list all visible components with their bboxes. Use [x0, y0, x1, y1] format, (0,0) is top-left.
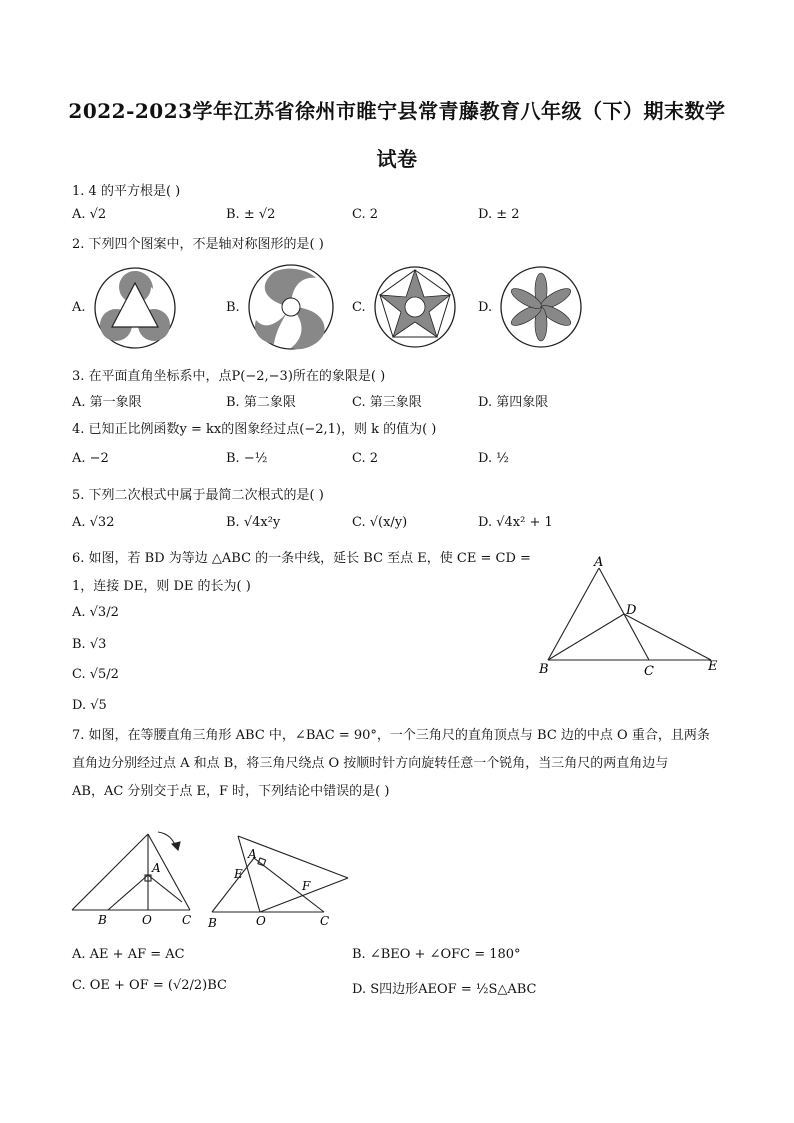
- q4-option-a[interactable]: A. −2: [72, 451, 109, 466]
- q2-figure-d: [498, 264, 584, 350]
- q6-label-b: B: [539, 662, 549, 677]
- q2-figure-a: [92, 265, 178, 351]
- q7-fig1-label-b: B: [98, 913, 107, 927]
- q2-option-c[interactable]: C.: [352, 300, 366, 315]
- paper-title-line2: 试卷: [376, 147, 418, 171]
- q6-triangle-figure: [530, 552, 730, 682]
- q7-figure-2: [204, 828, 356, 932]
- q5-option-d[interactable]: D. √4x² + 1: [478, 515, 553, 530]
- q7-option-c[interactable]: C. OE + OF = (√2/2)BC: [72, 978, 227, 993]
- q5-option-b[interactable]: B. √4x²y: [226, 515, 281, 530]
- q2-figure-c: [372, 264, 458, 350]
- q3-option-d[interactable]: D. 第四象限: [478, 395, 549, 410]
- q7-option-d[interactable]: D. S四边形AEOF = ½S△ABC: [352, 982, 537, 997]
- q6-stem-line2: 1，连接 DE，则 DE 的长为( ): [72, 579, 251, 594]
- q3-stem: 3. 在平面直角坐标系中，点P(−2,−3)所在的象限是( ): [72, 369, 386, 384]
- q4-option-b[interactable]: B. −½: [226, 451, 268, 466]
- q7-fig2-label-e: E: [234, 867, 243, 881]
- q1-option-d[interactable]: D. ± 2: [478, 207, 520, 222]
- q5-stem: 5. 下列二次根式中属于最简二次根式的是( ): [72, 488, 324, 503]
- q1-option-b[interactable]: B. ± √2: [226, 207, 276, 222]
- q1-option-a[interactable]: A. √2: [72, 207, 107, 222]
- q1-option-c[interactable]: C. 2: [352, 207, 379, 222]
- q7-option-a[interactable]: A. AE + AF = AC: [72, 947, 185, 962]
- q2-figure-b: [246, 262, 336, 352]
- q7-stem-line1: 7. 如图，在等腰直角三角形 ABC 中，∠BAC = 90°，一个三角尺的直角顶点与 BC 边的中点 O 重合，且两条: [72, 728, 710, 743]
- q6-label-c: C: [644, 664, 654, 679]
- q7-fig2-label-b: B: [208, 916, 217, 930]
- q7-fig2-label-a: A: [248, 847, 257, 861]
- q7-fig1-label-o: O: [142, 913, 152, 927]
- q7-option-b[interactable]: B. ∠BEO + ∠OFC = 180°: [352, 947, 521, 962]
- q6-option-b[interactable]: B. √3: [72, 637, 107, 652]
- q6-option-d[interactable]: D. √5: [72, 698, 107, 713]
- q2-option-b[interactable]: B.: [226, 300, 240, 315]
- q6-label-e: E: [708, 659, 718, 674]
- q7-fig2-label-o: O: [256, 914, 266, 928]
- q7-fig2-label-f: F: [302, 879, 311, 893]
- q5-option-a[interactable]: A. √32: [72, 515, 115, 530]
- q3-option-a[interactable]: A. 第一象限: [72, 395, 142, 410]
- q7-stem-line2: 直角边分别经过点 A 和点 B，将三角尺绕点 O 按顺时针方向旋转任意一个锐角，当三角尺的两直角边与: [72, 756, 669, 771]
- q2-option-a[interactable]: A.: [72, 300, 86, 315]
- q4-option-c[interactable]: C. 2: [352, 451, 379, 466]
- q1-stem: 1. 4 的平方根是( ): [72, 184, 181, 199]
- q3-option-c[interactable]: C. 第三象限: [352, 395, 422, 410]
- q7-stem-line3: AB，AC 分别交于点 E，F 时，下列结论中错误的是( ): [72, 784, 390, 799]
- q4-option-d[interactable]: D. ½: [478, 451, 509, 466]
- q6-option-c[interactable]: C. √5/2: [72, 667, 119, 682]
- q2-option-d[interactable]: D.: [478, 300, 493, 315]
- q7-fig1-label-a: A: [152, 861, 161, 875]
- q6-label-a: A: [594, 555, 604, 570]
- q3-option-b[interactable]: B. 第二象限: [226, 395, 296, 410]
- q6-label-d: D: [626, 603, 637, 618]
- q5-option-c[interactable]: C. √(x/y): [352, 515, 408, 530]
- q6-stem-line1: 6. 如图，若 BD 为等边 △ABC 的一条中线，延长 BC 至点 E，使 CE = CD =: [72, 551, 531, 566]
- q6-option-a[interactable]: A. √3/2: [72, 605, 119, 620]
- q7-figure-1: [66, 822, 206, 932]
- q7-fig2-label-c: C: [320, 914, 330, 928]
- paper-title-line1: 2022-2023学年江苏省徐州市睢宁县常青藤教育八年级（下）期末数学: [68, 99, 726, 123]
- q2-stem: 2. 下列四个图案中，不是轴对称图形的是( ): [72, 237, 324, 252]
- q7-fig1-label-c: C: [182, 913, 192, 927]
- q4-stem: 4. 已知正比例函数y = kx的图象经过点(−2,1)，则 k 的值为( ): [72, 422, 437, 437]
